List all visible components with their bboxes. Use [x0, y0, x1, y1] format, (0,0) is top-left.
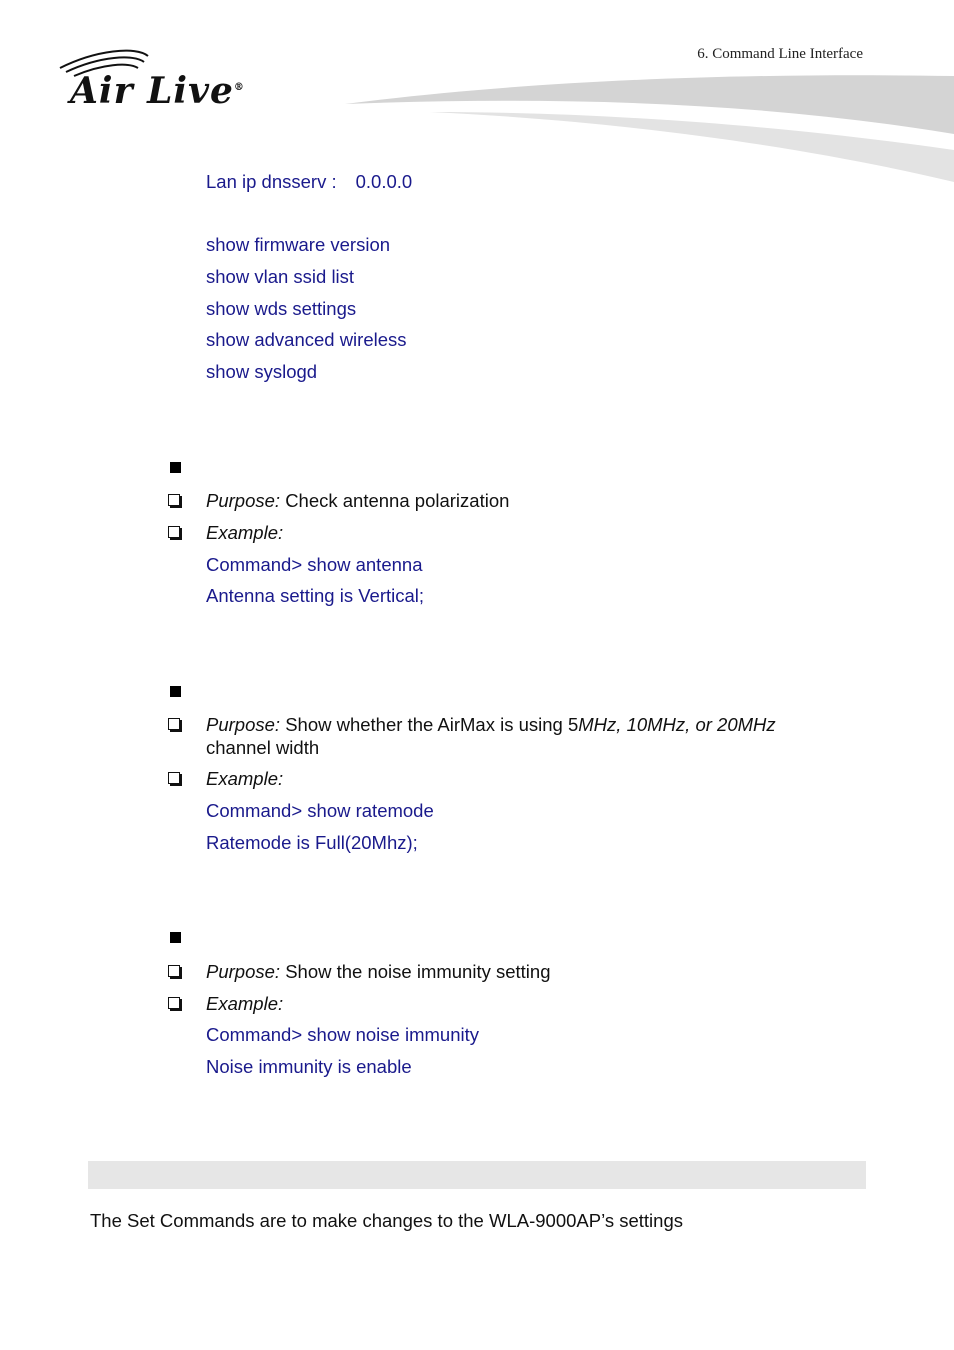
purpose-line — [206, 961, 550, 983]
checkbox-bullet-icon — [168, 997, 180, 1009]
example-line: Command> show noise immunity — [206, 1024, 479, 1045]
checkbox-bullet-icon — [168, 494, 180, 506]
example-label: Example: — [206, 768, 284, 789]
body-paragraph: The Set Commands are to make changes to the WLA-9000AP’s settings — [90, 1210, 683, 1231]
purpose-text-italic: MHz, 10MHz, or 20MHz — [578, 714, 776, 735]
purpose-label: Purpose: — [206, 490, 281, 511]
command-line: show advanced wireless — [206, 329, 407, 350]
command-line: show vlan ssid list — [206, 266, 355, 287]
example-line: Command> show ratemode — [206, 800, 434, 821]
section-bullet-icon — [170, 686, 181, 697]
purpose-text: Check antenna polarization — [285, 490, 510, 511]
checkbox-bullet-icon — [168, 526, 180, 538]
example-label: Example: — [206, 993, 284, 1014]
example-line: Ratemode is Full(20Mhz); — [206, 832, 418, 853]
purpose-line — [206, 714, 776, 736]
chapter-title: 6. Command Line Interface — [697, 46, 863, 62]
example-line: Antenna setting is Vertical; — [206, 585, 425, 606]
command-line: show firmware version — [206, 234, 391, 255]
lan-dns-label: Lan ip dnsserv : — [206, 171, 337, 192]
purpose-line — [206, 490, 509, 512]
purpose-label: Purpose: — [206, 714, 281, 735]
example-line: Command> show antenna — [206, 554, 423, 575]
section-heading-bar — [88, 1161, 866, 1189]
command-line: show syslogd — [206, 361, 318, 382]
command-line: show wds settings — [206, 298, 357, 319]
registered-mark: ® — [233, 82, 245, 93]
lan-dns-value: 0.0.0.0 — [355, 171, 413, 192]
checkbox-bullet-icon — [168, 772, 180, 784]
purpose-text: Show whether the AirMax is using 5 — [285, 714, 579, 735]
example-line: Noise immunity is enable — [206, 1056, 412, 1077]
checkbox-bullet-icon — [168, 965, 180, 977]
checkbox-bullet-icon — [168, 718, 180, 730]
section-bullet-icon — [170, 932, 181, 943]
example-label: Example: — [206, 522, 284, 543]
airlive-logo — [56, 48, 281, 115]
purpose-text: Show the noise immunity setting — [285, 961, 551, 982]
purpose-label: Purpose: — [206, 961, 281, 982]
lan-dns-line — [206, 171, 412, 193]
purpose-text-continued: channel width — [206, 737, 320, 758]
section-bullet-icon — [170, 462, 181, 473]
logo-text: Air Live — [70, 70, 234, 112]
